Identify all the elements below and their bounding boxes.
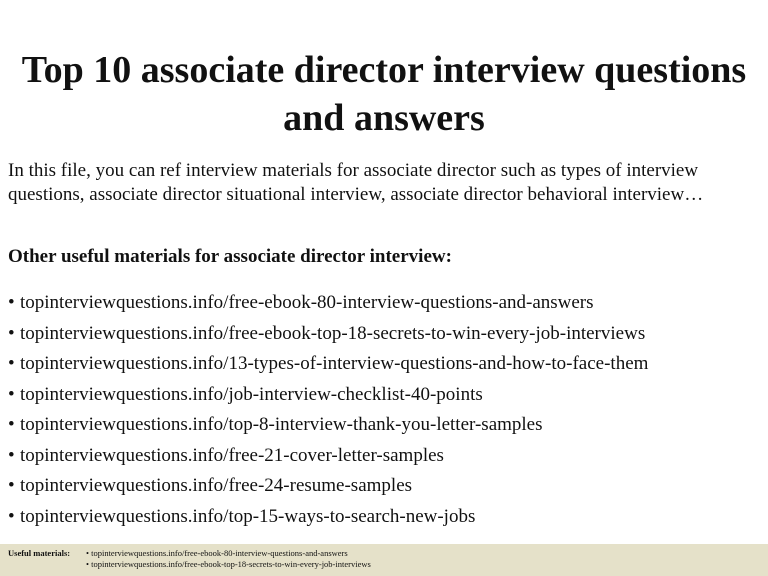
list-item[interactable] [8, 502, 760, 533]
link-text[interactable]: topinterviewquestions.info/top-15-ways-to-search-new-jobs [20, 505, 476, 527]
bullet-icon: • [8, 353, 15, 374]
footer-link[interactable]: • topinterviewquestions.info/free-ebook-80-interview-questions-and-answers [86, 548, 348, 558]
list-item[interactable] [8, 471, 760, 502]
bullet-icon: • [8, 444, 15, 466]
footer-links [86, 548, 371, 570]
link-text[interactable]: topinterviewquestions.info/13-types-of-interview-questions-and-how-to-face-them [20, 353, 649, 374]
intro-paragraph: In this file, you can ref interview materials for associate director such as types of interview questions, associate director situational interview, associate director behavioral interview… [8, 160, 704, 205]
bullet-icon: • [8, 383, 15, 405]
footer-label-separator: : [67, 548, 71, 558]
list-item[interactable] [8, 441, 760, 472]
bullet-icon: • [8, 414, 15, 435]
bullet-icon: • [8, 322, 15, 344]
link-text[interactable]: topinterviewquestions.info/job-interview-checklist-40-points [20, 383, 483, 405]
list-item[interactable] [8, 319, 760, 350]
link-text[interactable]: topinterviewquestions.info/free-ebook-top-18-secrets-to-win-every-job-interviews [20, 322, 646, 344]
footer-label [8, 548, 70, 559]
footer-label-text: Useful materials [8, 548, 68, 558]
link-text[interactable]: topinterviewquestions.info/free-24-resume-samples [20, 475, 413, 496]
list-item[interactable] [8, 349, 760, 380]
footer-link[interactable]: • topinterviewquestions.info/free-ebook-top-18-secrets-to-win-every-job-interviews [86, 559, 371, 569]
materials-list [8, 288, 760, 532]
materials-heading: Other useful materials for associate director interview: [8, 246, 452, 267]
bullet-icon: • [8, 475, 15, 496]
footer-bar [0, 544, 768, 576]
bullet-icon: • [8, 292, 15, 313]
list-item[interactable] [8, 380, 760, 411]
link-text[interactable]: topinterviewquestions.info/free-ebook-80-interview-questions-and-answers [20, 292, 594, 313]
slide-title: Top 10 associate director interview questions and answers [21, 49, 747, 139]
link-text[interactable]: topinterviewquestions.info/top-8-interview-thank-you-letter-samples [20, 414, 543, 435]
list-item[interactable] [8, 288, 760, 319]
list-item[interactable] [8, 410, 760, 441]
link-text[interactable]: topinterviewquestions.info/free-21-cover-letter-samples [20, 444, 444, 466]
bullet-icon: • [8, 505, 15, 527]
